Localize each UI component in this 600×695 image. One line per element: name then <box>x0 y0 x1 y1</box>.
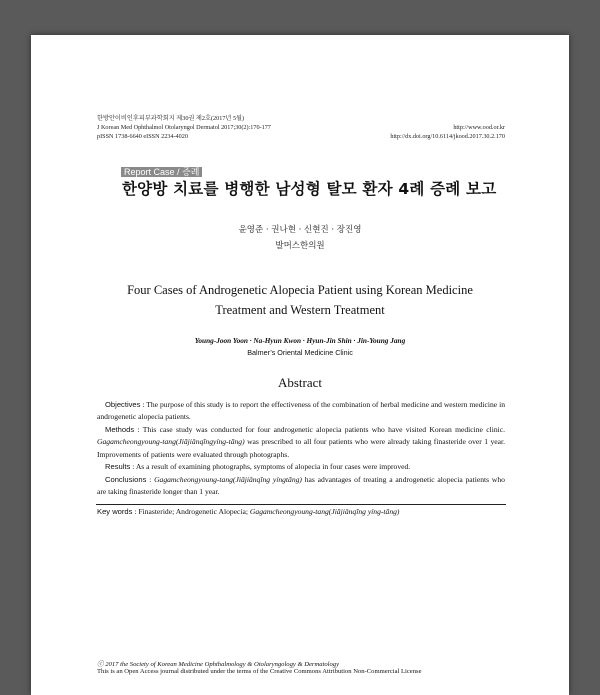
conclusions-label: Conclusions <box>105 475 147 484</box>
conclusions-italic: Gagamcheongyoung-tang(Jiājiǎnqīng yíngtāng) <box>154 475 302 484</box>
methods-text-a: : This case study was conducted for four androgenetic alopecia patients who have visited Korean medicine clinic. <box>134 425 505 434</box>
document-page <box>31 35 569 695</box>
keywords-divider <box>96 504 506 505</box>
results-text: : As a result of examining photographs, symptoms of alopecia in four cases were improved. <box>130 462 411 471</box>
objectives-text: : The purpose of this study is to report the effectiveness of the combination of herbal medicine and western medicine in androgenetic alopecia patients. <box>97 400 505 422</box>
keywords-label: Key words <box>97 507 133 516</box>
results-label: Results <box>105 462 131 471</box>
korean-authors: 윤영준 · 권나현 · 신현진 · 장진영 <box>238 225 362 235</box>
abstract-methods <box>97 424 505 461</box>
english-authors: Young-Joon Yoon · Na-Hyun Kwon · Hyun-Jin Shin · Jin-Young Jang <box>194 336 406 345</box>
objectives-label: Objectives <box>105 400 141 409</box>
doi-link[interactable]: http://dx.doi.org/10.6114/jkood.2017.30.2.170 <box>390 133 505 140</box>
keywords-line <box>97 507 399 516</box>
keywords-text: : Finasteride; Androgenetic Alopecia; <box>132 507 250 516</box>
english-title-line2: Treatment and Western Treatment <box>215 303 385 317</box>
english-title-line1: Four Cases of Androgenetic Alopecia Patient using Korean Medicine <box>127 283 473 297</box>
conclusions-text: has advantages of treating a androgenetic alopecia patients who are taking finasteride longer than 1 year. <box>97 475 505 497</box>
license-notice: This is an Open Access journal distributed under the terms of the Creative Commons Attribution Non-Commercial License <box>97 668 422 675</box>
report-case-badge: Report Case / 증례 <box>121 167 202 177</box>
abstract-conclusions: Conclusions : Gagamcheongyoung-tang(Jiājiǎnqīng yíngtāng) has advantages of treating a androgenetic alopecia patients who are taking finasteride longer than 1 year. <box>97 475 505 497</box>
abstract-results <box>97 461 505 473</box>
abstract-objectives <box>97 399 505 424</box>
methods-italic: Gagamcheongyoung-tang(Jiājiǎnqīngyíng-tāng) <box>97 437 245 447</box>
abstract-heading: Abstract <box>277 375 323 390</box>
journal-header-issn: pISSN 1738-6640 eISSN 2234-4020 <box>97 133 188 140</box>
copyright-notice: ⓒ 2017 the Society of Korean Medicine Ophthalmology & Otolaryngology & Dermatology <box>97 661 340 668</box>
keywords-italic: Gagamcheongyoung-tang(Jiājiǎnqīng yíng-tāng) <box>249 507 400 516</box>
korean-affiliation: 발머스한의원 <box>275 241 325 251</box>
journal-header-citation: J Korean Med Ophthalmol Otolaryngol Dermatol 2017;30(2):170-177 <box>97 124 271 131</box>
methods-text-b: was prescribed to all four patients who were already taking finasteride over 1 year. Improvements of patients were evaluated through photographs. <box>97 437 505 459</box>
korean-title: 한양방 치료를 병행한 남성형 탈모 환자 4례 증례 보고 <box>122 180 497 198</box>
journal-header-korean: 한방안이비인후피부과학회지 제30권 제2호(2017년 5월) <box>97 115 245 122</box>
journal-url-link[interactable]: http://www.ood.or.kr <box>453 124 505 131</box>
english-affiliation: Balmer’s Oriental Medicine Clinic <box>247 348 353 357</box>
methods-label: Methods <box>105 425 135 434</box>
